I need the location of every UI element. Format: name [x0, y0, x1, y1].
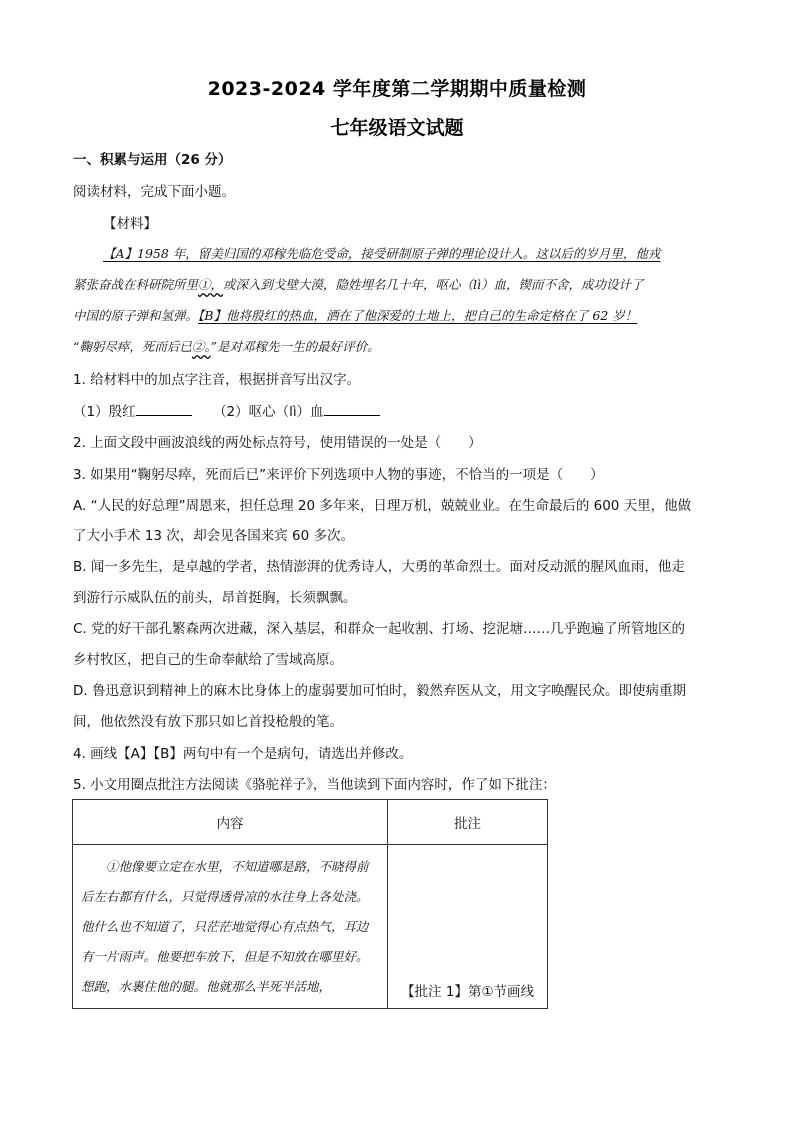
material-line-4: [73, 338, 380, 356]
question-3: 3. 如果用“鞠躬尽瘁，死而后已”来评价下列选项中人物的事迹，不恰当的一项是（ ）: [73, 467, 604, 483]
q1-part1-label: （1）殷红: [73, 404, 136, 420]
material-line-2: [73, 276, 644, 294]
sentence-b-underline: 【B】他将殷红的热血，洒在了他深爱的土地上，把自己的生命定格在了 62 岁！: [198, 308, 638, 323]
note-cell: 【批注 1】第①节画线: [388, 845, 548, 1009]
table-row: [73, 845, 548, 1009]
question-4: 4. 画线【A】【B】两句中有一个是病句，请选出并修改。: [73, 746, 413, 762]
material-text: 或深入到戈壁大漠，隐姓埋名几十年，呕心（lì）血，锲而不舍，成功设计了: [223, 277, 644, 292]
option-c-line-1: C. 党的好干部孔繁森两次进藏，深入基层，和群众一起收割、打场、挖泥塘……几乎跑遍了所管地区的: [73, 621, 686, 637]
material-text: ”是对邓稼先一生的最好评价。: [210, 339, 380, 354]
annotation-table: [72, 799, 548, 1009]
material-text: 紧张奋战在科研院所里: [73, 277, 199, 292]
option-b-line-1: B. 闻一多先生，是卓越的学者，热情澎湃的优秀诗人，大勇的革命烈士。面对反动派的腥风血雨，他走: [73, 559, 685, 575]
q1-part2-label: （2）呕心（lì）血: [213, 404, 324, 420]
header-note: 批注: [388, 800, 548, 845]
q1-answer-blank-1[interactable]: [136, 403, 192, 416]
question-2: 2. 上面文段中画波浪线的两处标点符号，使用错误的一处是（ ）: [73, 435, 482, 451]
option-d-line-1: D. 鲁迅意识到精神上的麻木比身体上的虚弱要加可怕时，毅然弃医从文，用文字唤醒民众。即使病重期: [73, 683, 686, 699]
question-1-parts: [73, 403, 380, 421]
option-b-line-2: 到游行示威队伍的前头，昂首挺胸，长须飘飘。: [73, 590, 357, 606]
exam-subtitle: 七年级语文试题: [330, 117, 464, 139]
table-header-row: [73, 800, 548, 845]
material-text: “鞠躬尽瘁，死而后已: [73, 339, 192, 354]
sentence-a-underline: 【A】1958 年，留美归国的邓稼先临危受命，接受研制原子弹的理论设计人。这以后的岁月里，他戎: [103, 246, 661, 261]
material-line-3: [73, 307, 637, 325]
exam-title: 2023-2024 学年度第二学期期中质量检测: [207, 78, 587, 100]
material-line-1: [103, 245, 660, 263]
content-cell: ①他像要立定在水里，不知道哪是路，不晓得前后左右都有什么，只觉得透骨凉的水往身上各处浇。他什么也不知道了，只茫茫地觉得心有点热气，耳边有一片雨声。他要把车放下，但是不知放在哪里好。想跑，水裹住他的腿。他就那么半死半活地，: [73, 845, 388, 1009]
option-a-line-2: 了大小手术 13 次，却会见各国来宾 60 多次。: [73, 528, 355, 544]
option-a-line-1: A. “人民的好总理”周恩来，担任总理 20 多年来，日理万机，兢兢业业。在生命最后的 600 天里，他做: [73, 498, 692, 514]
section-heading: 一、积累与运用（26 分）: [73, 152, 232, 168]
material-text: 中国的原子弹和氢弹。: [73, 308, 199, 323]
wavy-punct-1: ①，: [198, 277, 224, 292]
header-content: 内容: [73, 800, 388, 845]
reading-instruction: 阅读材料，完成下面小题。: [73, 184, 235, 200]
option-c-line-2: 乡村牧区，把自己的生命奉献给了雪域高原。: [73, 652, 343, 668]
material-label: 【材料】: [103, 216, 157, 232]
question-1: 1. 给材料中的加点字注音，根据拼音写出汉字。: [73, 372, 361, 388]
wavy-punct-2: ②。: [191, 339, 211, 354]
q1-answer-blank-2[interactable]: [324, 403, 380, 416]
question-5: 5. 小文用圈点批注方法阅读《骆驼祥子》，当他读到下面内容时，作了如下批注：: [73, 777, 556, 793]
option-d-line-2: 间，他依然没有放下那只如匕首投枪般的笔。: [73, 714, 343, 730]
